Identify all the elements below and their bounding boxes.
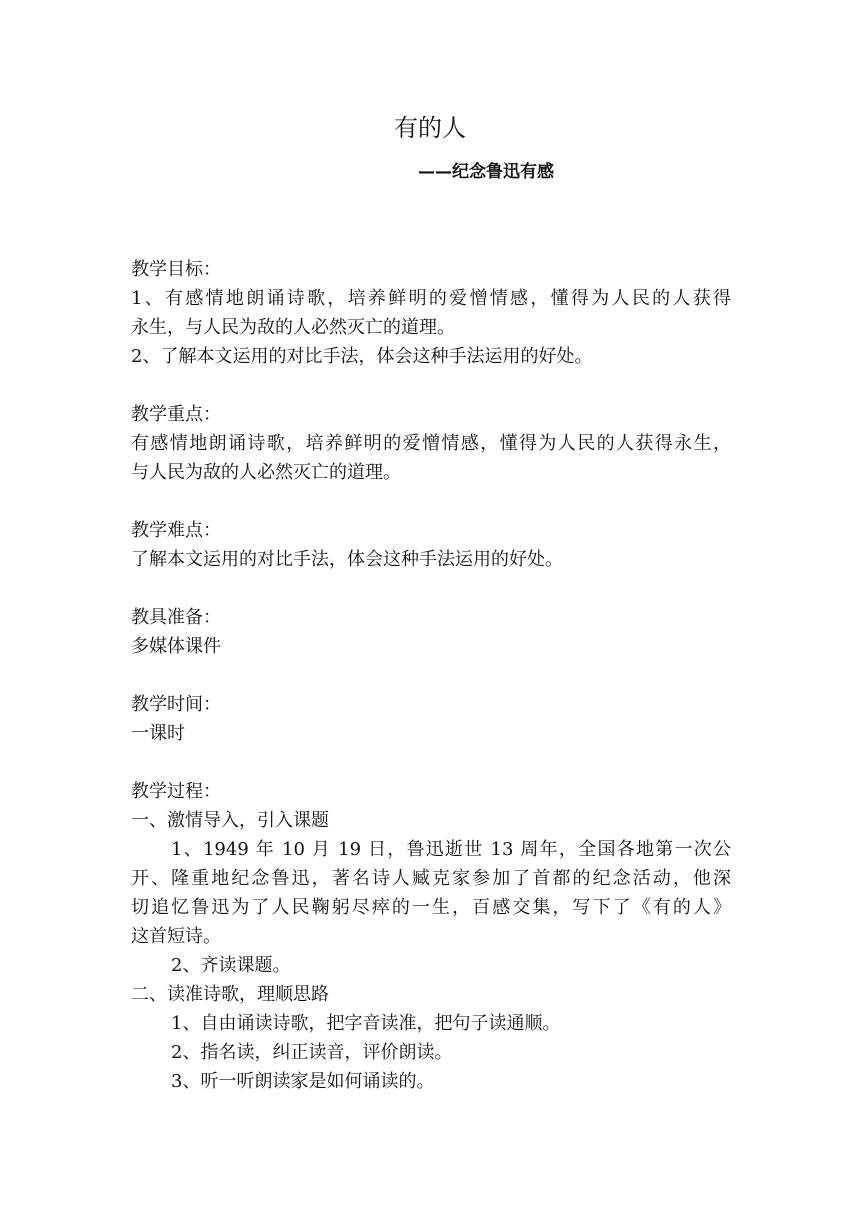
spacer: [131, 371, 731, 400]
process-heading: 教学过程：: [131, 781, 221, 802]
process-part1-item1-line-3: 切追忆鲁迅为了人民鞠躬尽瘁的一生，百感交集，写下了《有的人》: [131, 897, 731, 918]
process-part1-item1-line-4: 这首短诗。: [131, 926, 221, 947]
materials-line-1: 多媒体课件: [131, 636, 221, 657]
process-part2-item1: 1、自由诵读诗歌，把字音读准，把句子读通顺。: [171, 1013, 561, 1034]
process-part1-item2: 2、齐读课题。: [171, 955, 291, 976]
objectives-line-3: 2、了解本文运用的对比手法，体会这种手法运用的好处。: [131, 346, 593, 367]
difficulties-heading: 教学难点：: [131, 520, 221, 541]
objectives-line-2: 永生，与人民为敌的人必然灭亡的道理。: [131, 317, 455, 338]
time-line-1: 一课时: [131, 723, 185, 744]
process-part2-item2: 2、指名读，纠正读音，评价朗读。: [171, 1042, 453, 1063]
document-body: [131, 255, 731, 1096]
key-points-line-2: 与人民为敌的人必然灭亡的道理。: [131, 462, 401, 483]
process-part1-item1-line-2: 开、隆重地纪念鲁迅，著名诗人臧克家参加了首都的纪念活动，他深: [131, 868, 731, 889]
spacer: [131, 487, 731, 516]
document-subtitle: ——纪念鲁迅有感: [418, 162, 554, 182]
key-points-heading: 教学重点：: [131, 404, 221, 425]
process-part2-heading: 二、读准诗歌，理顺思路: [131, 984, 329, 1005]
document-title: 有的人: [394, 114, 466, 142]
difficulties-line-1: 了解本文运用的对比手法，体会这种手法运用的好处。: [131, 549, 563, 570]
materials-heading: 教具准备：: [131, 607, 221, 628]
process-part2-item3: 3、听一听朗读家是如何诵读的。: [171, 1071, 435, 1092]
key-points-line-1: 有感情地朗诵诗歌，培养鲜明的爱憎情感，懂得为人民的人获得永生，: [131, 433, 731, 454]
spacer: [131, 661, 731, 690]
objectives-heading: 教学目标：: [131, 259, 221, 280]
spacer: [131, 574, 731, 603]
objectives-line-1: 1、有感情地朗诵诗歌，培养鲜明的爱憎情感，懂得为人民的人获得: [131, 288, 731, 309]
process-part1-item1-line-1: 1、1949 年 10 月 19 日，鲁迅逝世 13 周年，全国各地第一次公: [171, 839, 731, 860]
process-part1-heading: 一、激情导入，引入课题: [131, 810, 329, 831]
time-heading: 教学时间：: [131, 694, 221, 715]
spacer: [131, 748, 731, 777]
